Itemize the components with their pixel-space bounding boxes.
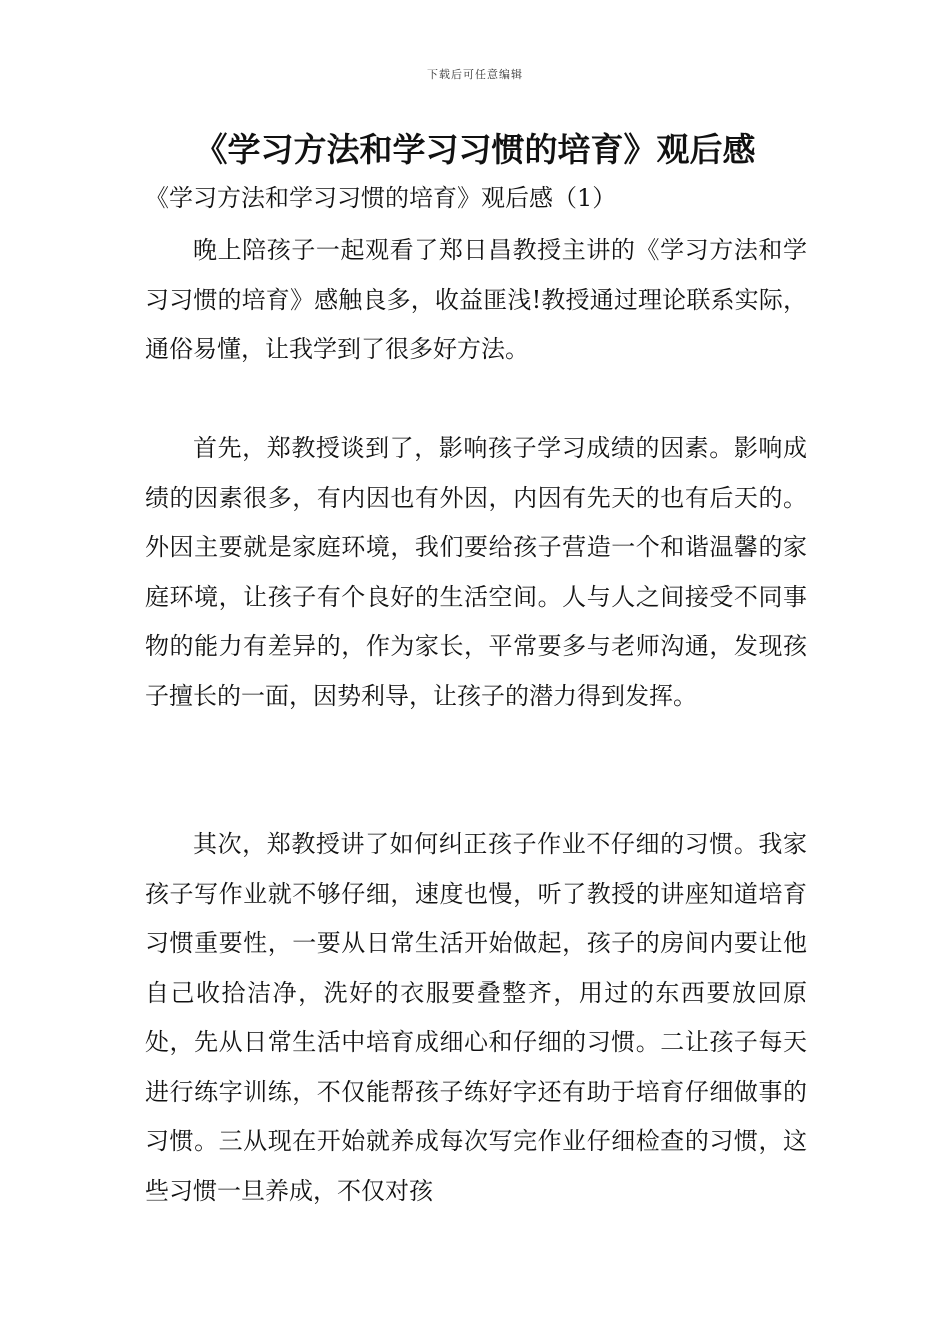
paragraph-3: 其次，郑教授讲了如何纠正孩子作业不仔细的习惯。我家孩子写作业就不够仔细，速度也慢，听了教授的讲座知道培育习惯重要性，一要从日常生活开始做起，孩子的房间内要让他自己收拾洁净，洗好的衣服要叠整齐，用过的东西要放回原处，先从日常生活中培育成细心和仔细的习惯。二让孩子每天进行练字训练，不仅能帮孩子练好字还有助于培育仔细做事的习惯。三从现在开始就养成每次写完作业仔细检查的习惯，这些习惯一旦养成，不仅对孩 <box>145 830 807 1205</box>
document-title: 《学习方法和学习习惯的培育》观后感 <box>194 130 756 169</box>
paragraph-2: 首先，郑教授谈到了，影响孩子学习成绩的因素。影响成绩的因素很多，有内因也有外因，内因有先天的也有后天的。外因主要就是家庭环境，我们要给孩子营造一个和谐温馨的家庭环境，让孩子有个良好的生活空间。人与人之间接受不同事物的能力有差异的，作为家长，平常要多与老师沟通，发现孩子擅长的一面，因势利导，让孩子的潜力得到发挥。 <box>145 434 807 710</box>
header-note: 下载后可任意编辑 <box>427 68 523 81</box>
paragraph-1: 晚上陪孩子一起观看了郑日昌教授主讲的《学习方法和学习习惯的培育》感触良多，收益匪浅!教授通过理论联系实际，通俗易懂，让我学到了很多好方法。 <box>145 236 807 363</box>
document-subtitle: 《学习方法和学习习惯的培育》观后感（1） <box>145 184 617 212</box>
